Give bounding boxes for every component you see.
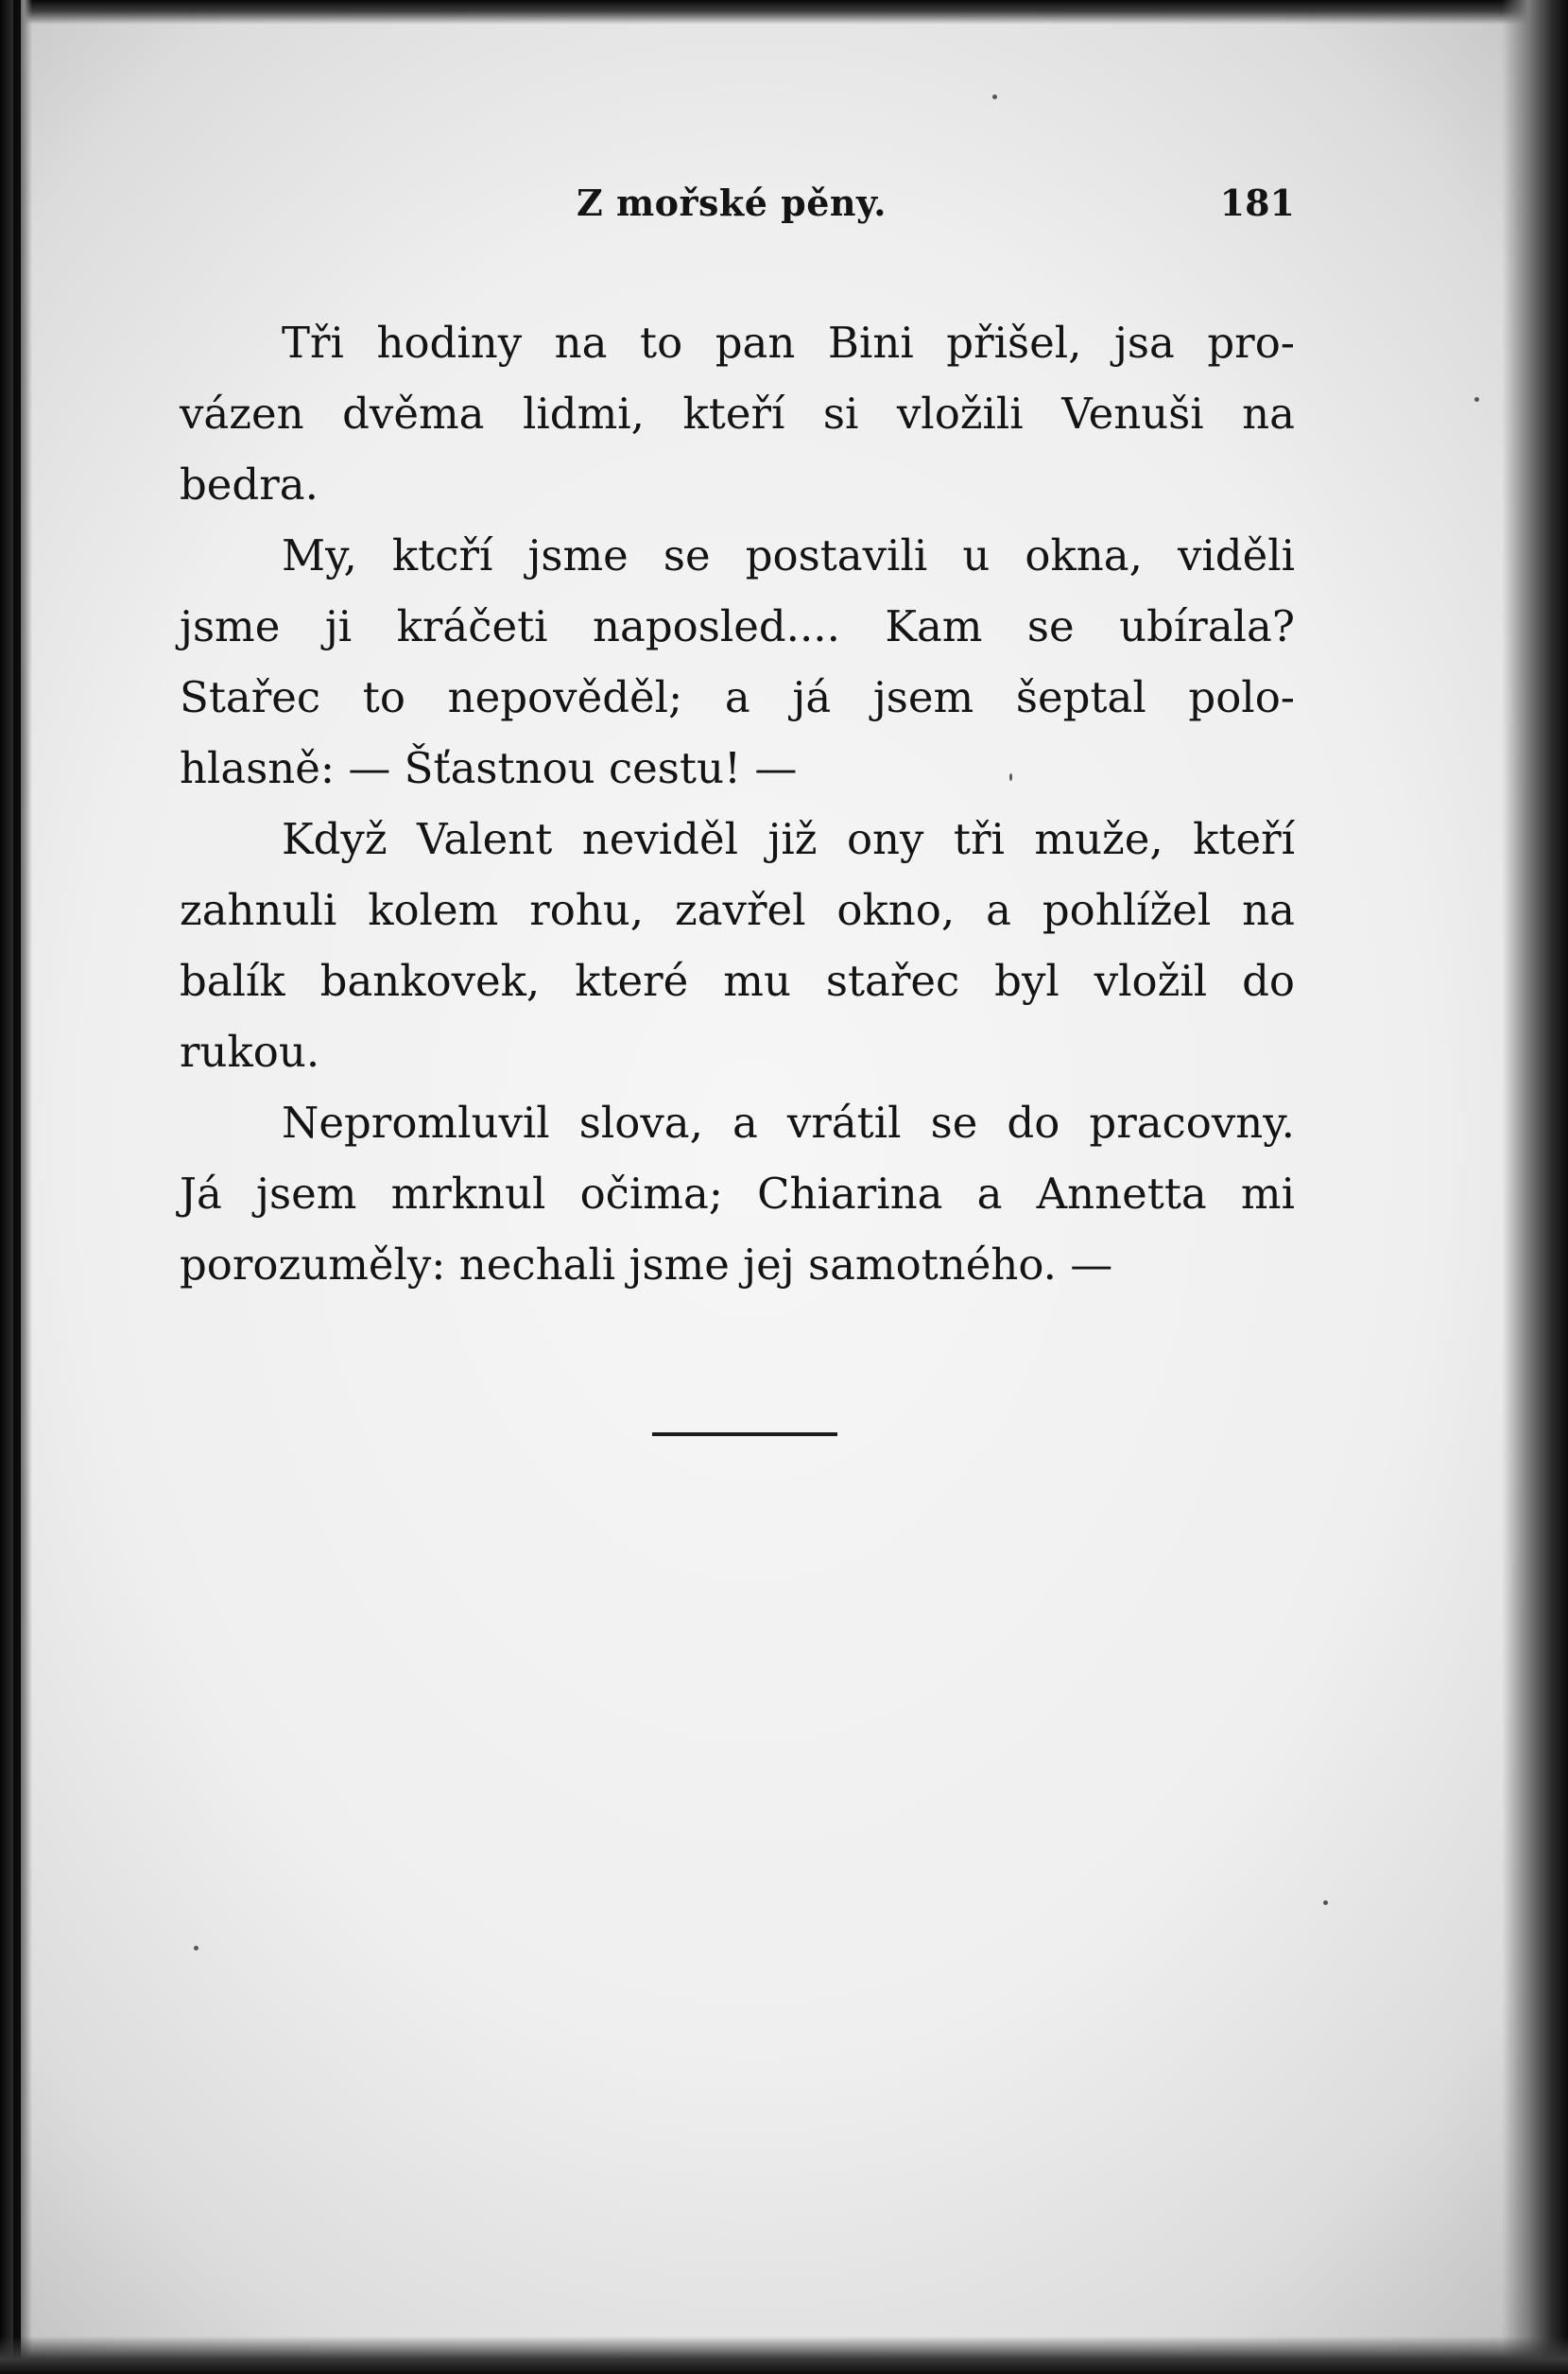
text-line: porozuměly: nechali jsme jej samotného. —: [180, 1239, 1113, 1290]
paragraph: [180, 520, 1295, 804]
body-text: [180, 307, 1295, 1300]
scan-edge-right: [1502, 0, 1568, 2374]
text-line: jsme ji kráčeti naposled.... Kam se ubírala?: [180, 601, 1295, 651]
text-line: zahnuli kolem rohu, zavřel okno, a pohlížel na: [180, 885, 1295, 935]
paper-speck: [194, 1946, 198, 1950]
text-line: Nepromluvil slova, a vrátil se do pracovny.: [282, 1098, 1295, 1148]
paper-speck: [1474, 397, 1479, 402]
running-title: Z mořské pěny.: [577, 182, 887, 224]
text-line: balík bankovek, které mu stařec byl vložil do: [180, 956, 1295, 1006]
paragraph: [180, 307, 1295, 520]
scan-edge-bottom: [0, 2336, 1568, 2374]
text-line: My, ktcří jsme se postavili u okna, viděli: [282, 530, 1295, 581]
paper-speck: [992, 95, 997, 99]
running-header: [180, 182, 1295, 238]
text-line: Tři hodiny na to pan Bini přišel, jsa pro-: [282, 318, 1295, 368]
text-line: rukou.: [180, 1027, 320, 1077]
text-line: bedra.: [180, 459, 319, 510]
page-binding-shadow: [13, 0, 21, 2374]
scan-edge-top: [0, 0, 1568, 25]
chapter-end-rule: [652, 1432, 837, 1436]
text-line: Když Valent neviděl již ony tři muže, kteří: [282, 814, 1295, 864]
text-line: hlasně: — Šťastnou cestu! —: [180, 743, 798, 793]
paper-speck: [1323, 1900, 1328, 1905]
text-line: Já jsem mrknul očima; Chiarina a Annetta mi: [180, 1169, 1295, 1219]
text-line: Stařec to nepověděl; a já jsem šeptal polo-: [180, 672, 1295, 722]
paragraph: [180, 1087, 1295, 1300]
page-number: 181: [1219, 182, 1295, 224]
paragraph: [180, 804, 1295, 1087]
text-line: vázen dvěma lidmi, kteří si vložili Venuši na: [180, 389, 1295, 439]
